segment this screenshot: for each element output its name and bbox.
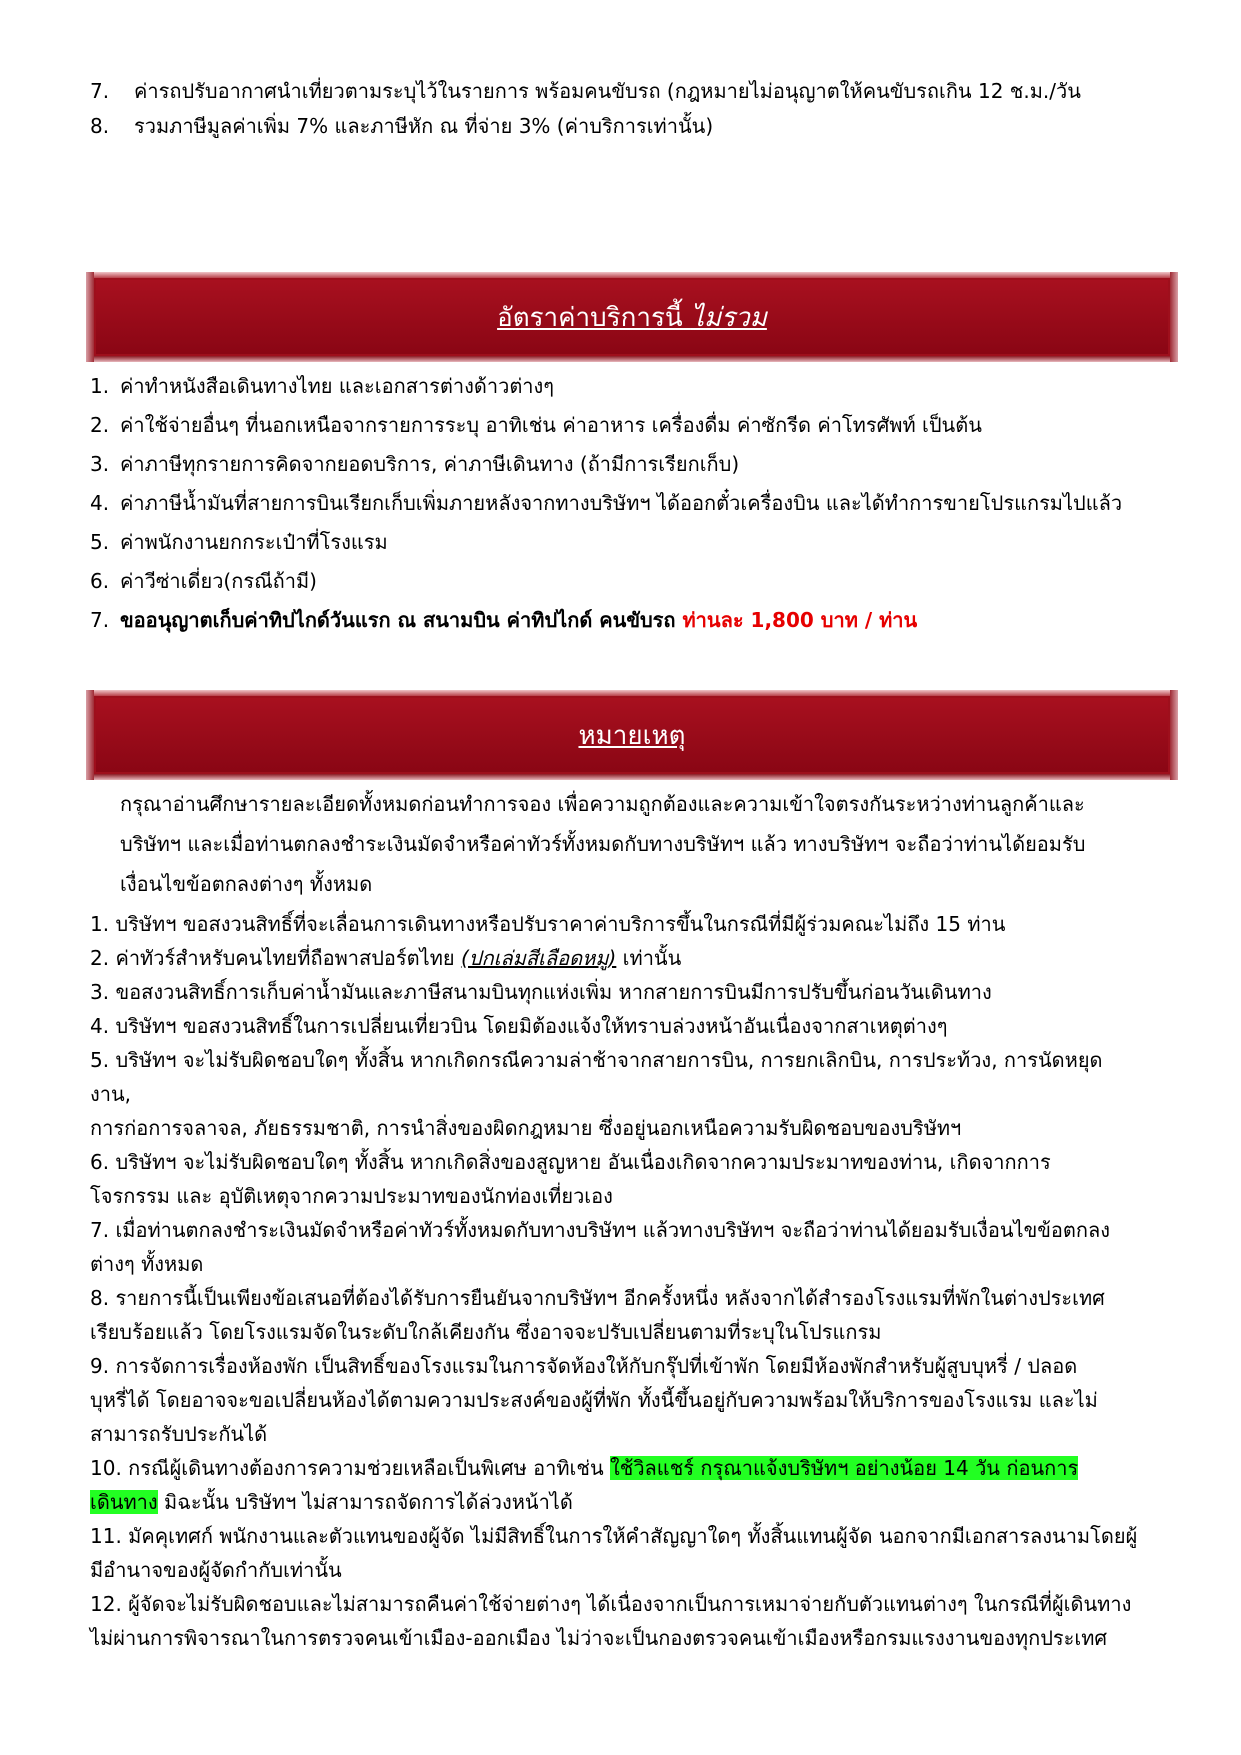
section-title: หมายเหตุ: [578, 720, 686, 751]
remark-item: 1. บริษัทฯ ขอสงวนสิทธิ์ที่จะเลื่อนการเดินทางหรือปรับราคาค่าบริการขึ้นในกรณีที่มีผู้ร่วมคณะไม่ถึง 15 ท่าน: [90, 912, 1006, 936]
list-number: 8.: [90, 114, 110, 138]
section-banner-remarks: [86, 690, 1178, 780]
remark-item: 5. บริษัทฯ จะไม่รับผิดชอบใดๆ ทั้งสิ้น หากเกิดกรณีความล่าช้าจากสายการบิน, การยกเลิกบิน, การประท้วง, การนัดหยุด: [90, 1048, 1103, 1072]
list-item: 3. ค่าภาษีทุกรายการคิดจากยอดบริการ, ค่าภาษีเดินทาง (ถ้ามีการเรียกเก็บ): [90, 452, 740, 476]
remark-item: 9. การจัดการเรื่องห้องพัก เป็นสิทธิ์ของโรงแรมในการจัดห้องให้กับกรุ๊ปที่เข้าพัก โดยมีห้องพักสำหรับผู้สูบบุหรี่ / ปลอด: [90, 1354, 1078, 1378]
highlight-wheelchair: ใช้วิลแชร์ กรุณาแจ้งบริษัทฯ อย่างน้อย 14 วัน ก่อนการ: [609, 1456, 1079, 1480]
list-item: [90, 77, 1081, 105]
section-banner-not-included: [86, 272, 1178, 362]
remark-item-cont: ต่างๆ ทั้งหมด: [90, 1252, 204, 1276]
remark-item-cont: บุหรี่ได้ โดยอาจจะขอเปลี่ยนห้องได้ตามความประสงค์ของผู้ที่พัก ทั้งนี้ขึ้นอยู่กับความพร้อมให้บริการของโรงแรม และไม่: [90, 1388, 1098, 1412]
remark-item: 3. ขอสงวนสิทธิ์การเก็บค่าน้ำมันและภาษีสนามบินทุกแห่งเพิ่ม หากสายการบินมีการปรับขึ้นก่อนวันเดินทาง: [90, 980, 992, 1004]
remark-item: 11. มัคคุเทศก์ พนักงานและตัวแทนของผู้จัด ไม่มีสิทธิ์ในการให้คำสัญญาใดๆ ทั้งสิ้นแทนผู้จัด นอกจากมีเอกสารลงนามโดยผู้: [90, 1524, 1138, 1548]
remark-item-cont: งาน,: [90, 1082, 132, 1106]
list-item: 2. ค่าใช้จ่ายอื่นๆ ที่นอกเหนือจากรายการระบุ อาทิเช่น ค่าอาหาร เครื่องดื่ม ค่าซักรีด ค่าโทรศัพท์ เป็นต้น: [90, 413, 982, 437]
remark-item: 10. กรณีผู้เดินทางต้องการความช่วยเหลือเป็นพิเศษ อาทิเช่น ใช้วิลแชร์ กรุณาแจ้งบริษัทฯ อย่างน้อย 14 วัน ก่อนการ: [90, 1456, 1079, 1480]
remark-item-cont: สามารถรับประกันได้: [90, 1422, 268, 1446]
list-item: 6. ค่าวีซ่าเดี่ยว(กรณีถ้ามี): [90, 569, 317, 593]
list-item: 4. ค่าภาษีน้ำมันที่สายการบินเรียกเก็บเพิ่มภายหลังจากทางบริษัทฯ ได้ออกตั๋วเครื่องบิน และได้ทำการขายโปรแกรมไปแล้ว: [90, 491, 1123, 515]
remark-item: 8. รายการนี้เป็นเพียงข้อเสนอที่ต้องได้รับการยืนยันจากบริษัทฯ อีกครั้งหนึ่ง หลังจากได้สำรองโรงแรมที่พักในต่างประเทศ: [90, 1286, 1105, 1310]
intro-text: กรุณาอ่านศึกษารายละเอียดทั้งหมดก่อนทำการจอง เพื่อความถูกต้องและความเข้าใจตรงกันระหว่างท่านลูกค้าและ: [120, 792, 1085, 816]
remark-item-cont: มีอำนาจของผู้จัดกำกับเท่านั้น: [90, 1558, 342, 1582]
remark-item-cont: ไม่ผ่านการพิจารณาในการตรวจคนเข้าเมือง-ออกเมือง ไม่ว่าจะเป็นกองตรวจคนเข้าเมืองหรือกรมแรงงานของทุกประเทศ: [90, 1626, 1108, 1650]
remark-item: 6. บริษัทฯ จะไม่รับผิดชอบใดๆ ทั้งสิ้น หากเกิดสิ่งของสูญหาย อันเนื่องเกิดจากความประมาทของท่าน, เกิดจากการ: [90, 1150, 1051, 1174]
remark-item: 2. ค่าทัวร์สำหรับคนไทยที่ถือพาสปอร์ตไทย (ปกเล่มสีเลือดหมู) เท่านั้น: [90, 946, 682, 970]
list-number: 7.: [90, 79, 110, 103]
intro-text: บริษัทฯ และเมื่อท่านตกลงชำระเงินมัดจำหรือค่าทัวร์ทั้งหมดกับทางบริษัทฯ แล้ว ทางบริษัทฯ จะถือว่าท่านได้ยอมรับ: [120, 832, 1086, 856]
list-item: [90, 112, 713, 140]
list-item: 5. ค่าพนักงานยกกระเป๋าที่โรงแรม: [90, 530, 388, 554]
remark-item: 7. เมื่อท่านตกลงชำระเงินมัดจำหรือค่าทัวร์ทั้งหมดกับทางบริษัทฯ แล้วทางบริษัทฯ จะถือว่าท่านได้ยอมรับเงื่อนไขข้อตกลง: [90, 1218, 1111, 1242]
list-text: รวมภาษีมูลค่าเพิ่ม 7% และภาษีหัก ณ ที่จ่าย 3% (ค่าบริการเท่านั้น): [134, 114, 714, 138]
remark-item: 4. บริษัทฯ ขอสงวนสิทธิ์ในการเปลี่ยนเที่ยวบิน โดยมิต้องแจ้งให้ทราบล่วงหน้าอันเนื่องจากสาเหตุต่างๆ: [90, 1014, 948, 1038]
list-text: ค่ารถปรับอากาศนำเที่ยวตามระบุไว้ในรายการ พร้อมคนขับรถ (กฎหมายไม่อนุญาตให้คนขับรถเกิน 12 ช.ม./วัน: [134, 79, 1081, 103]
remark-item-cont: โจรกรรม และ อุบัติเหตุจากความประมาทของนักท่องเที่ยวเอง: [90, 1184, 613, 1208]
remark-item: 12. ผู้จัดจะไม่รับผิดชอบและไม่สามารถคืนค่าใช้จ่ายต่างๆ ได้เนื่องจากเป็นการเหมาจ่ายกับตัวแทนต่างๆ ในกรณีที่ผู้เดินทาง: [90, 1592, 1132, 1616]
section-title: อัตราค่าบริการนี้ ไม่รวม: [497, 302, 767, 333]
remark-item-cont: เรียบร้อยแล้ว โดยโรงแรมจัดในระดับใกล้เคียงกัน ซึ่งอาจจะปรับเปลี่ยนตามที่ระบุในโปรแกรม: [90, 1320, 882, 1344]
intro-text: เงื่อนไขข้อตกลงต่างๆ ทั้งหมด: [120, 872, 373, 896]
list-item: 1. ค่าทำหนังสือเดินทางไทย และเอกสารต่างด้าวต่างๆ: [90, 374, 555, 398]
remark-item-cont: เดินทาง มิฉะนั้น บริษัทฯ ไม่สามารถจัดการได้ล่วงหน้าได้: [90, 1490, 573, 1514]
remark-item-cont: การก่อการจลาจล, ภัยธรรมชาติ, การนำสิ่งของผิดกฎหมาย ซึ่งอยู่นอกเหนือความรับผิดชอบของบริษัทฯ: [90, 1116, 962, 1140]
tip-price: ท่านละ 1,800 บาท / ท่าน: [682, 608, 918, 632]
list-item-tip: 7. ขออนุญาตเก็บค่าทิปไกด์วันแรก ณ สนามบิน ค่าทิปไกด์ คนขับรถ ท่านละ 1,800 บาท / ท่าน: [90, 608, 918, 632]
